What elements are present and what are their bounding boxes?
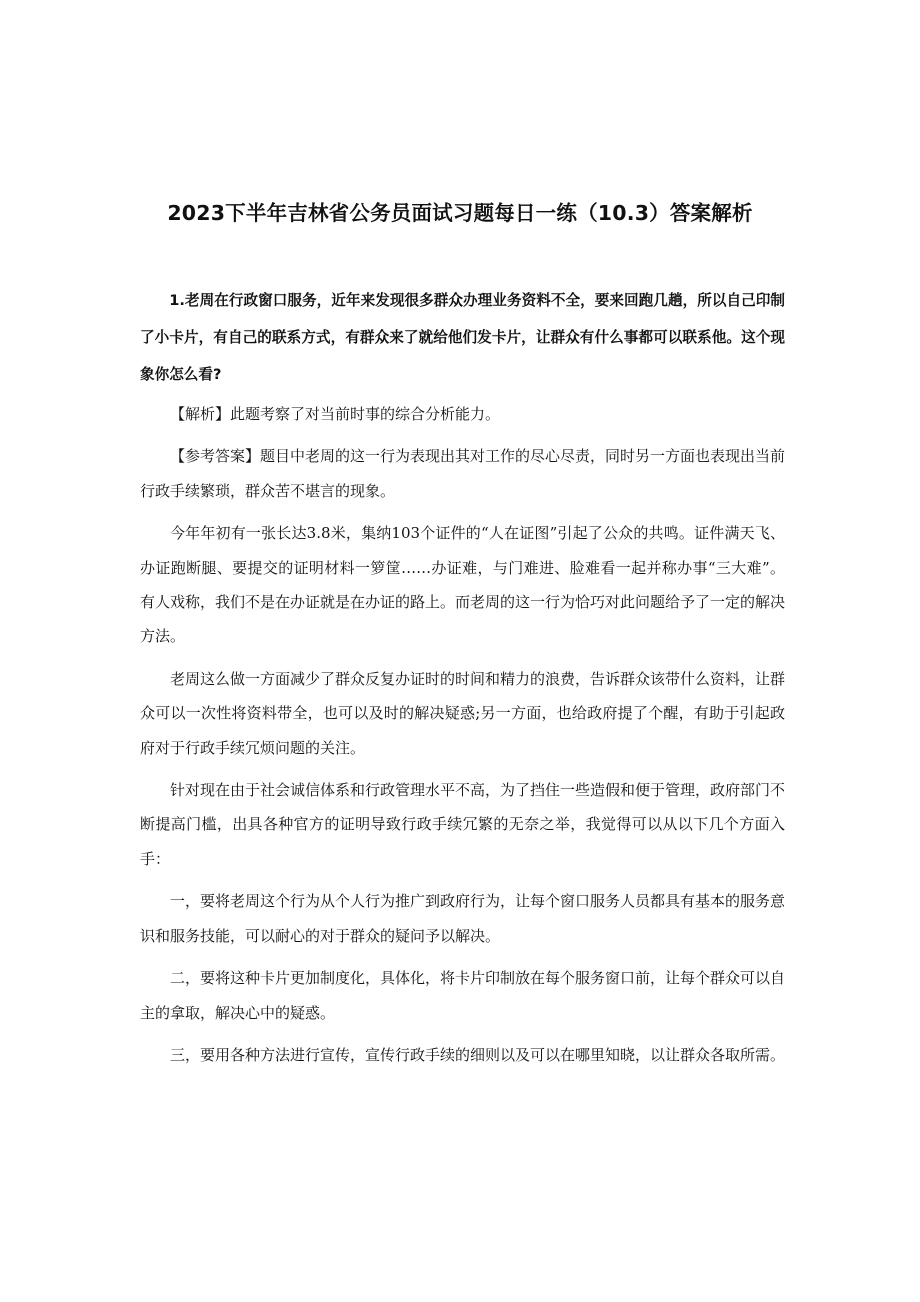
body-paragraph: 针对现在由于社会诚信体系和行政管理水平不高，为了挡住一些造假和便于管理，政府部门不断提高门槛，出具各种官方的证明导致行政手续冗繁的无奈之举，我觉得可以从以下几个方面入手：	[140, 781, 786, 868]
reference-answer-paragraph: 【参考答案】题目中老周的这一行为表现出其对工作的尽心尽责，同时另一方面也表现出当前行政手续繁琐，群众苦不堪言的现象。	[140, 447, 786, 500]
body-paragraph: 今年年初有一张长达3.8米，集纳103个证件的“人在证图”引起了公众的共鸣。证件满天飞、办证跑断腿、要提交的证明材料一箩筐……办证难，与门难进、脸难看一起并称办事“三大难”。有人戏称，我们不是在办证就是在办证的路上。而老周的这一行为恰巧对此问题给予了一定的解决方法。	[140, 524, 786, 646]
list-item-paragraph: 一，要将老周这个行为从个人行为推广到政府行为，让每个窗口服务人员都具有基本的服务意识和服务技能，可以耐心的对于群众的疑问予以解决。	[140, 892, 786, 945]
question-paragraph: 1.老周在行政窗口服务，近年来发现很多群众办理业务资料不全，要来回跑几趟，所以自己印制了小卡片，有自己的联系方式，有群众来了就给他们发卡片，让群众有什么事都可以联系他。这个现象你怎么看?	[140, 292, 785, 383]
document-title: 2023下半年吉林省公务员面试习题每日一练（10.3）答案解析	[167, 201, 753, 225]
body-paragraph: 老周这么做一方面减少了群众反复办证时的时间和精力的浪费，告诉群众该带什么资料，让群众可以一次性将资料带全，也可以及时的解决疑惑;另一方面，也给政府提了个醒，有助于引起政府对于行政手续冗烦问题的关注。	[140, 669, 786, 757]
analysis-paragraph: 【解析】此题考察了对当前时事的综合分析能力。	[170, 405, 501, 423]
list-item-paragraph: 三，要用各种方法进行宣传，宣传行政手续的细则以及可以在哪里知晓，以让群众各取所需。	[170, 1045, 786, 1064]
document-body	[140, 282, 785, 1080]
list-item-paragraph: 二，要将这种卡片更加制度化，具体化，将卡片印制放在每个服务窗口前，让每个群众可以自主的拿取，解决心中的疑惑。	[140, 969, 786, 1022]
